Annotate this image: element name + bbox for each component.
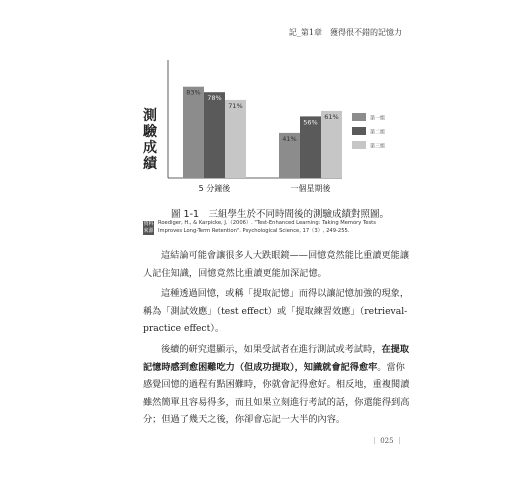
bar-2-group-1 [204,92,225,178]
legend-label-3: 第三組 [370,143,386,150]
paragraph-3-text-b: 。當你感覺回憶的過程有點困難時，你就會記得愈好。相反地，重複閱讀雖然簡單且容易得多，而且如果立刻進行考試的話，你還能得到高分；但過了幾天之後，你卻會忘記一大半的內容。 [143,361,410,426]
paragraph-1: 這結論可能會讓很多人大跌眼鏡——回憶竟然能比重讀更能讓人記住知識，回憶竟然比重讀更能加深記憶。 [143,250,410,279]
bar-3-group-2 [321,111,342,178]
running-header: 記_第1章 獲得很不錯的記憶力 [288,28,402,37]
bar-3-group-1 [225,100,246,178]
paragraph-2: 這種透過回憶，或稱「提取記憶」而得以讓記憶加強的現象，稱為「測試效應」（test effect）或「提取練習效應」（retrieval-practice effect）。 [143,288,410,335]
chart-y-axis-label: 測驗成績 [143,108,157,172]
source-icon: 資料來源 [143,221,154,234]
bar-chart [120,60,410,200]
page-number: ｜ 025 ｜ [371,437,403,445]
paragraph-3-text-a: 後續的研究還顯示，如果受試者在進行測試或考試時， [161,343,382,355]
data-label: 41% [282,134,297,143]
paragraph-3 [143,341,413,429]
data-label: 61% [324,112,339,121]
legend-swatch-1 [352,113,366,121]
data-label: 71% [228,101,243,110]
bar-1-group-1 [183,87,204,178]
data-label: 56% [303,118,318,127]
paragraph-3-bold: 在提取記憶時感到愈困難吃力（但成功提取），知識就會記得愈牢 [143,343,410,373]
legend-swatch-3 [352,141,366,149]
legend-swatch-2 [352,127,366,135]
figure-source: Roediger, H., & Karpicke, J.（2006）. "Test-Enhanced Learning: Taking Memory Tests Improves Long-Term Retention". Psychological Science, 17（3）, 249-255. [158,220,376,234]
x-tick-label: 5 分鐘後 [198,184,231,193]
x-tick-label: 一個星期後 [290,184,331,193]
data-label: 78% [207,94,222,103]
legend-label-2: 第二組 [370,129,386,136]
data-label: 83% [186,88,201,97]
legend-label-1: 第一組 [370,115,386,122]
bar-chart-svg [120,60,410,200]
figure-caption: 圖 1-1 三組學生於不同時間後的測驗成績對照圖。 [171,209,390,220]
body-text [143,247,413,432]
